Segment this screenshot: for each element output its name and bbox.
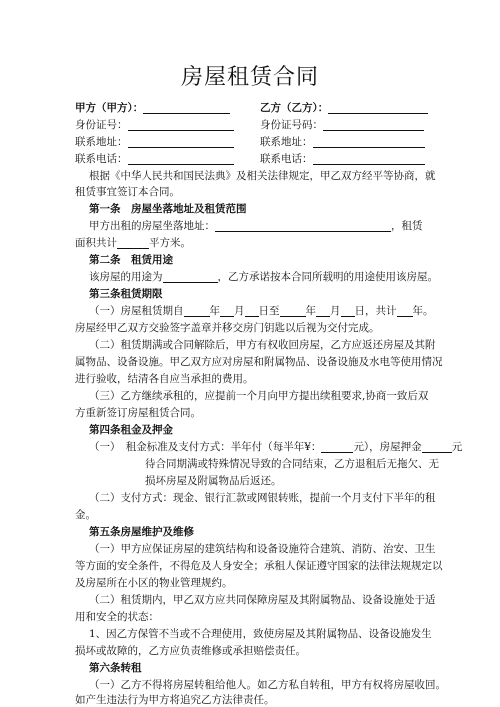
article-1-heading: 第一条 房屋坐落地址及租赁范围 [89,203,247,215]
article-4-p2-line-2: 金。 [75,509,96,521]
addr-a-blank[interactable] [128,136,234,148]
article-5-p2-line-2: 用和安全的状态： [75,611,159,623]
article-6-p1-line-2: 如产生违法行为甲方将追究乙方法律责任。 [75,694,275,706]
article-1-line-1: 甲方出租的房屋坐落地址： ，租赁 [89,220,423,232]
article-4-p1-line-3: 损坏房屋及附属物品后返还。 [145,475,282,487]
article-5-p1-line-1: （一）甲方应保证房屋的建筑结构和设备设施符合建筑、消防、治安、卫生 [89,543,436,555]
article-2-line-1: 该房屋的用途为 ，乙方承诺按本合同所载明的用途使用该房屋。 [89,271,438,283]
party-a-label: 甲方（甲方）： [75,102,230,114]
id-a-blank[interactable] [128,119,234,131]
addr-b-blank[interactable] [313,136,425,148]
article-4-p1-line-2: 待合同期满或特殊情况导致的合同结束，乙方退租后无拖欠、无 [145,458,439,470]
article-5-heading: 第五条房屋维护及维修 [89,526,194,538]
rent-amount-blank[interactable] [321,441,353,453]
article-4-heading: 第四条租金及押金 [89,424,173,436]
id-b-label: 身份证号码： [260,119,424,131]
article-3-p1-line-1: （一）房屋租赁期自 年 月 日至 年 月 日，共计 年。 [89,305,434,317]
article-5-p2-line-1: （二）租赁期内，甲乙双方应共同保障房屋及其附属物品、设备设施处于适 [89,594,436,606]
addr-a-label: 联系地址： [75,136,234,148]
article-1-line-2: 面积共计 平方米。 [75,237,191,249]
addr-b-label: 联系地址： [260,136,425,148]
article-3-p2-line-2: 属物品、设备设施。甲乙双方应对房屋和附属物品、设备设施及水电等使用情况 [75,356,443,368]
intro-line-1: 根据《中华人民共和国民法典》及相关法律规定，甲乙双方经平等协商，就 [89,170,436,182]
article-3-p3-line-1: （三）乙方继续承租的，应提前一个月向甲方提出续租要求,协商一致后双 [89,390,429,402]
article-3-p3-line-2: 方重新签订房屋租赁合同。 [75,407,201,419]
start-year-blank[interactable] [184,305,210,317]
phone-b-blank[interactable] [313,153,425,165]
end-month-blank[interactable] [316,305,330,317]
deposit-blank[interactable] [422,441,452,453]
address-blank[interactable] [215,220,391,232]
article-5-p1-line-2: 等方面的安全条件，不得危及人身安全；承租人保证遵守国家的法律法规规定以 [75,560,443,572]
phone-a-label: 联系电话： [75,153,234,165]
article-2-heading: 第二条 租赁用途 [89,254,173,266]
id-b-blank[interactable] [323,119,424,131]
party-b-label: 乙方（乙方）： [260,102,428,114]
phone-a-blank[interactable] [128,153,234,165]
article-3-p2-line-3: 进行验收，结清各自应当承担的费用。 [75,373,254,385]
end-day-blank[interactable] [341,305,355,317]
article-3-p2-line-1: （二）租赁期满或合同解除后，甲方有权收回房屋，乙方应返还房屋及其附 [89,339,436,351]
id-a-label: 身份证号： [75,119,234,131]
party-b-blank[interactable] [328,102,428,114]
start-month-blank[interactable] [220,305,234,317]
start-day-blank[interactable] [245,305,259,317]
party-a-blank[interactable] [143,102,230,114]
article-6-p1-line-1: （一）乙方不得将房屋转租给他人。如乙方私自转租，甲方有权将房屋收回。 [89,679,446,691]
intro-line-2: 租赁事宜签订本合同。 [75,186,180,198]
article-3-p1-line-2: 房屋经甲乙双方交验签字盖章并移交房门钥匙以后视为交付完成。 [75,322,380,334]
total-years-blank[interactable] [397,305,413,317]
phone-b-label: 联系电话： [260,153,425,165]
area-blank[interactable] [117,237,149,249]
end-year-blank[interactable] [280,305,306,317]
article-3-heading: 第三条租赁期限 [89,288,163,300]
article-4-p1-line-1: （一） 租金标准及支付方式：半年付（每半年¥： 元），房屋押金 元 [89,441,463,453]
usage-blank[interactable] [163,271,218,283]
article-5-p3-line-1: 1、因乙方保管不当或不合理使用，致使房屋及其附属物品、设备设施发生 [89,628,432,640]
article-6-heading: 第六条转租 [89,662,142,674]
article-4-p2-line-1: （二）支付方式：现金、银行汇款或网银转账，提前一个月支付下半年的租 [89,492,436,504]
article-5-p1-line-3: 及房屋所在小区的物业管理规约。 [75,577,233,589]
document-title: 房屋租赁合同 [180,65,319,90]
article-5-p3-line-2: 损坏或故障的，乙方应负责维修或承担赔偿责任。 [75,645,306,657]
